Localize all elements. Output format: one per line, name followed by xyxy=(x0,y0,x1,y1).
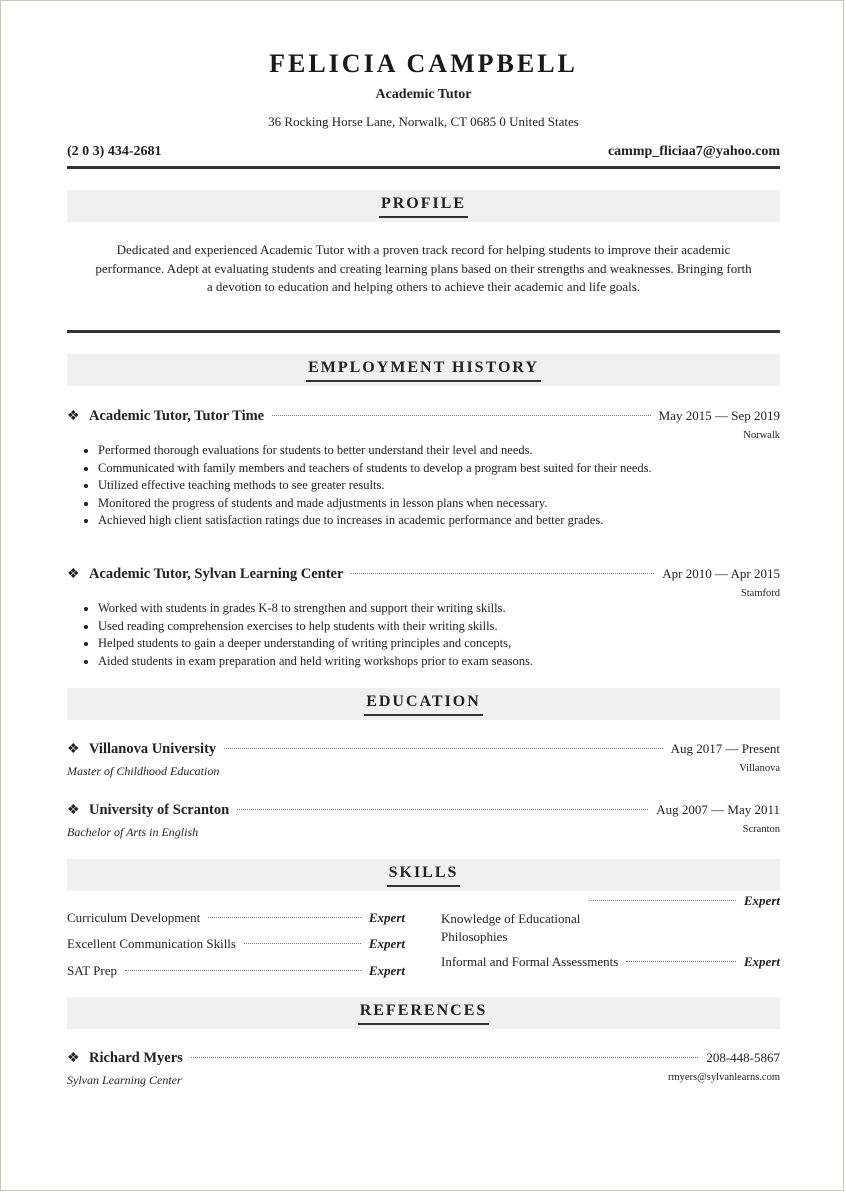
diamond-bullet-icon: ❖ xyxy=(67,409,80,424)
school-name: Villanova University xyxy=(89,741,217,757)
skill-row xyxy=(441,954,780,970)
job-date: May 2015 — Sep 2019 xyxy=(658,408,780,423)
skill-row xyxy=(67,910,405,926)
education-entry xyxy=(67,802,780,822)
reference-name: Richard Myers xyxy=(89,1050,183,1066)
school-location: Villanova xyxy=(739,763,780,774)
diamond-bullet-icon: ❖ xyxy=(67,742,80,757)
skill-row xyxy=(67,936,405,952)
skill-row xyxy=(67,963,405,979)
profile-heading xyxy=(67,190,780,222)
candidate-address: 36 Rocking Horse Lane, Norwalk, CT 0685 0 United States xyxy=(268,114,579,129)
school-date: Aug 2017 — Present xyxy=(670,741,780,756)
job-date: Apr 2010 — Apr 2015 xyxy=(662,566,780,581)
list-item: • Achieved high client satisfaction ratings due to increases in academic performance and better grades. xyxy=(98,512,698,530)
profile-line: Dedicated and experienced Academic Tutor with a proven track record for helping students to improve their academic xyxy=(116,242,731,257)
profile-line: performance. Adept at evaluating students and creating learning plans based on their strengths and weaknesses. Bringing forth xyxy=(95,260,752,276)
skill-name: Knowledge of Educational Philosophies xyxy=(441,911,581,944)
dotted-leader xyxy=(589,900,736,901)
dotted-leader xyxy=(191,1057,699,1058)
candidate-phone: (2 0 3) 434-2681 xyxy=(67,144,162,159)
employment-heading-text: EMPLOYMENT HISTORY xyxy=(306,359,541,382)
skill-level: Expert xyxy=(743,893,780,908)
diamond-bullet-icon: ❖ xyxy=(67,567,80,582)
references-heading-text: REFERENCES xyxy=(358,1002,490,1025)
skill-level: Expert xyxy=(368,936,405,951)
skill-name: Informal and Formal Assessments xyxy=(441,954,619,969)
list-item: • Performed thorough evaluations for students to better understand their level and needs. xyxy=(98,442,698,460)
dotted-leader xyxy=(237,809,648,810)
list-item: • Helped students to gain a deeper understanding of writing principles and concepts, xyxy=(98,635,698,653)
job-title: Academic Tutor, Sylvan Learning Center xyxy=(89,566,344,582)
school-location: Scranton xyxy=(742,824,780,835)
candidate-name: FELICIA CAMPBELL xyxy=(269,49,578,78)
profile-line: a devotion to education and helping others to achieve their academic and life goals. xyxy=(206,279,641,294)
list-item: • Used reading comprehension exercises to help students with their writing skills. xyxy=(98,618,698,636)
reference-organization: Sylvan Learning Center xyxy=(67,1073,182,1087)
job-title: Academic Tutor, Tutor Time xyxy=(89,408,265,424)
school-date: Aug 2007 — May 2011 xyxy=(656,802,780,817)
dotted-leader xyxy=(125,970,361,971)
dotted-leader xyxy=(208,917,361,918)
skill-name: SAT Prep xyxy=(67,963,117,978)
school-degree: Bachelor of Arts in English xyxy=(67,825,199,839)
profile-heading-text: PROFILE xyxy=(379,195,468,218)
skill-level: Expert xyxy=(368,910,405,925)
list-item: • Worked with students in grades K-8 to strengthen and support their writing skills. xyxy=(98,600,698,618)
references-heading xyxy=(67,997,780,1029)
job-location: Norwalk xyxy=(743,430,780,441)
list-item: • Monitored the progress of students and made adjustments in lesson plans when necessary. xyxy=(98,495,698,513)
list-item: • Aided students in exam preparation and held writing workshops prior to exam seasons. xyxy=(98,653,698,671)
job-entry xyxy=(67,566,780,586)
reference-email: rmyers@sylvanlearns.com xyxy=(667,1072,780,1083)
skills-heading xyxy=(67,859,780,891)
reference-phone: 208-448-5867 xyxy=(706,1050,780,1065)
dotted-leader xyxy=(244,943,361,944)
job-location: Stamford xyxy=(740,588,780,599)
dotted-leader xyxy=(272,415,651,416)
job-bullets xyxy=(67,600,698,670)
education-entry xyxy=(67,741,780,761)
list-item: • Utilized effective teaching methods to see greater results. xyxy=(98,477,698,495)
school-degree: Master of Childhood Education xyxy=(67,764,220,778)
candidate-email: cammp_fliciaa7@yahoo.com xyxy=(607,144,780,159)
dotted-leader xyxy=(351,573,654,574)
skill-level: Expert xyxy=(368,963,405,978)
school-name: University of Scranton xyxy=(89,802,230,818)
education-heading-text: EDUCATION xyxy=(364,693,483,716)
education-heading xyxy=(67,688,780,720)
reference-entry xyxy=(67,1050,780,1070)
skill-name: Excellent Communication Skills xyxy=(67,936,236,951)
skills-heading-text: SKILLS xyxy=(387,864,461,887)
profile-summary xyxy=(67,241,780,297)
diamond-bullet-icon: ❖ xyxy=(67,1051,80,1066)
header-divider xyxy=(67,166,780,169)
skill-name: Curriculum Development xyxy=(67,910,201,925)
job-bullets xyxy=(67,442,698,530)
job-entry xyxy=(67,408,780,428)
candidate-title: Academic Tutor xyxy=(375,87,472,102)
employment-heading xyxy=(67,354,780,386)
skill-level: Expert xyxy=(743,954,780,969)
diamond-bullet-icon: ❖ xyxy=(67,803,80,818)
profile-divider xyxy=(67,330,780,333)
list-item: • Communicated with family members and teachers of students to develop a program best suited for their needs. xyxy=(98,460,698,478)
dotted-leader xyxy=(224,748,662,749)
skill-row xyxy=(441,893,780,946)
dotted-leader xyxy=(626,961,736,962)
